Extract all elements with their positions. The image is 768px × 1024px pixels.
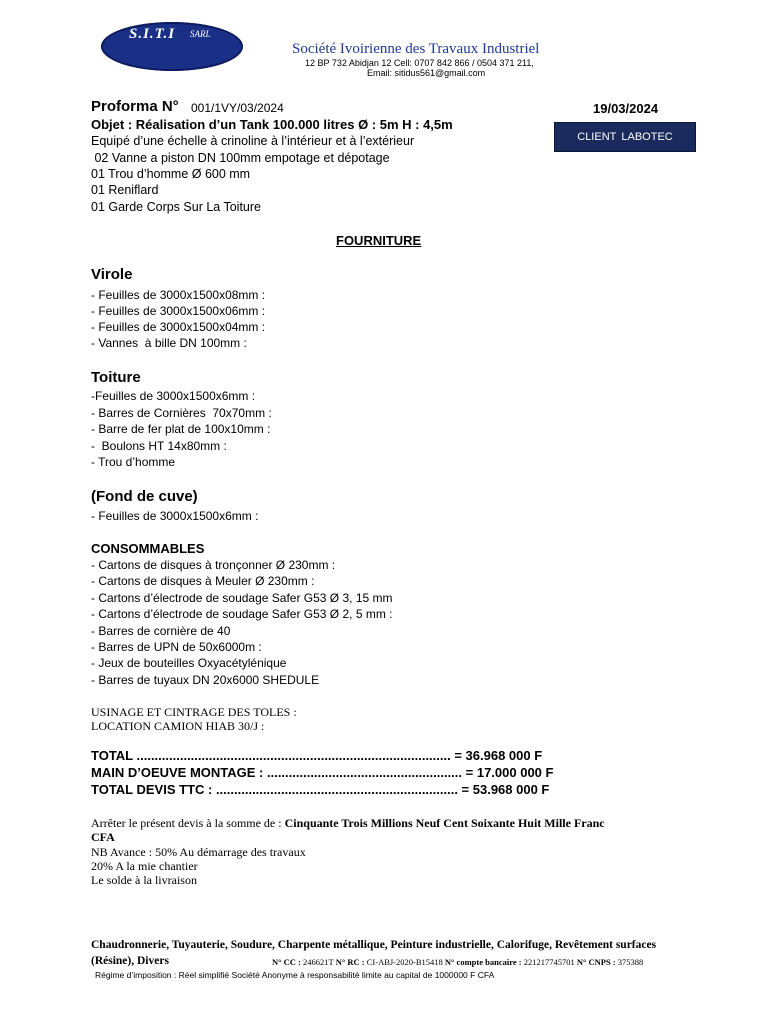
proforma-number: 001/1VY/03/2024: [191, 101, 284, 115]
footer-registration: [272, 957, 643, 967]
list-item: - Cartons de disques à tronçonner Ø 230mm :: [91, 558, 336, 572]
list-item: - Jeux de bouteilles Oxyacétylénique: [91, 656, 287, 670]
service-line: LOCATION CAMION HIAB 30/J :: [91, 719, 265, 733]
list-item: - Feuilles de 3000x1500x6mm :: [91, 509, 259, 523]
client-label: CLIENT: [577, 131, 617, 143]
main-oeuvre-line: MAIN D’OEUVE MONTAGE : ...................................................... = 17.000 000 F: [91, 765, 554, 780]
list-item: - Barres de cornière de 40: [91, 624, 231, 638]
proforma-objet: Objet : Réalisation d’un Tank 100.000 litres Ø : 5m H : 4,5m: [91, 117, 453, 132]
detail-line: Equipé d’une échelle à crinoline à l’intérieur et à l’extérieur: [91, 134, 415, 148]
company-address: 12 BP 732 Abidjan 12 Cell: 0707 842 866 / 0504 371 211,: [305, 58, 534, 68]
cnps-label: N° CNPS :: [576, 957, 616, 967]
proforma-label: Proforma N°: [91, 98, 179, 115]
list-item: - Trou d’homme: [91, 455, 176, 469]
bank-label: N° compte bancaire :: [444, 957, 522, 967]
arrete-line: [91, 816, 605, 831]
list-item: - Barres de tuyaux DN 20x6000 SHEDULE: [91, 673, 320, 687]
detail-line: 01 Garde Corps Sur La Toiture: [91, 200, 262, 214]
section-title-virole: Virole: [91, 266, 133, 283]
proforma-date: 19/03/2024: [593, 101, 659, 116]
list-item: - Vannes à bille DN 100mm :: [91, 336, 247, 350]
cnps-value: 375388: [615, 957, 644, 967]
arrete-prefix: Arrêter le présent devis à la somme de :: [91, 816, 285, 830]
detail-line: 01 Trou d’homme Ø 600 mm: [91, 167, 251, 181]
logo-text: S.I.T.I: [129, 26, 176, 42]
list-item: - Barres de Cornières 70x70mm :: [91, 406, 272, 420]
term-line: Le solde à la livraison: [91, 873, 197, 887]
term-line: NB Avance : 50% Au démarrage des travaux: [91, 845, 306, 859]
company-name: Société Ivoirienne des Travaux Industriel: [292, 41, 540, 57]
section-title-fond: (Fond de cuve): [91, 488, 198, 505]
list-item: - Feuilles de 3000x1500x08mm :: [91, 288, 266, 302]
cc-label: N° CC :: [272, 957, 301, 967]
detail-line: 01 Reniflard: [91, 183, 159, 197]
list-item: -Feuilles de 3000x1500x6mm :: [91, 389, 256, 403]
list-item: - Cartons d’électrode de soudage Safer G53 Ø 2, 5 mm :: [91, 607, 393, 621]
rc-value: CI-ABJ-2020-B15418: [364, 957, 445, 967]
list-item: - Cartons d’électrode de soudage Safer G53 Ø 3, 15 mm: [91, 591, 393, 605]
client-name: LABOTEC: [621, 131, 673, 143]
client-box: [554, 122, 696, 152]
list-item: - Feuilles de 3000x1500x06mm :: [91, 304, 266, 318]
company-email: Email: sitidus561@gmail.com: [367, 68, 486, 78]
list-item: - Barres de UPN de 50x6000m :: [91, 640, 262, 654]
footer-activities-cont: (Résine), Divers: [91, 955, 169, 967]
list-item: - Boulons HT 14x80mm :: [91, 439, 227, 453]
term-line: 20% A la mie chantier: [91, 859, 198, 873]
arrete-amount: Cinquante Trois Millions Neuf Cent Soixante Huit Mille Franc: [284, 816, 605, 830]
total-line: TOTAL ....................................................................................... = 36.968 000 F: [91, 748, 543, 763]
arrete-amount-cont: CFA: [91, 830, 115, 844]
detail-line: 02 Vanne a piston DN 100mm empotage et dépotage: [91, 151, 390, 165]
section-title-toiture: Toiture: [91, 369, 141, 386]
fourniture-title: FOURNITURE: [336, 233, 422, 248]
service-line: USINAGE ET CINTRAGE DES TOLES :: [91, 705, 297, 719]
rc-label: N° RC :: [335, 957, 365, 967]
list-item: - Barre de fer plat de 100x10mm :: [91, 422, 271, 436]
footer-activities: Chaudronnerie, Tuyauterie, Soudure, Charpente métallique, Peinture industrielle, Calorifuge, Revêtement surfaces: [91, 939, 657, 951]
list-item: - Cartons de disques à Meuler Ø 230mm :: [91, 574, 315, 588]
total-devis-line: TOTAL DEVIS TTC : ................................................................... = 53.968 000 F: [91, 782, 550, 797]
list-item: - Feuilles de 3000x1500x04mm :: [91, 320, 266, 334]
company-logo: [101, 22, 243, 71]
bank-value: 221217745701: [521, 957, 577, 967]
cc-value: 246621T: [300, 957, 336, 967]
section-title-consommables: CONSOMMABLES: [91, 541, 205, 556]
footer-regime: Régime d’imposition : Réel simplifié Société Anonyme à responsabilité limite au capital de 1000000 F CFA: [95, 970, 495, 980]
logo-suffix: SARL: [190, 29, 211, 39]
